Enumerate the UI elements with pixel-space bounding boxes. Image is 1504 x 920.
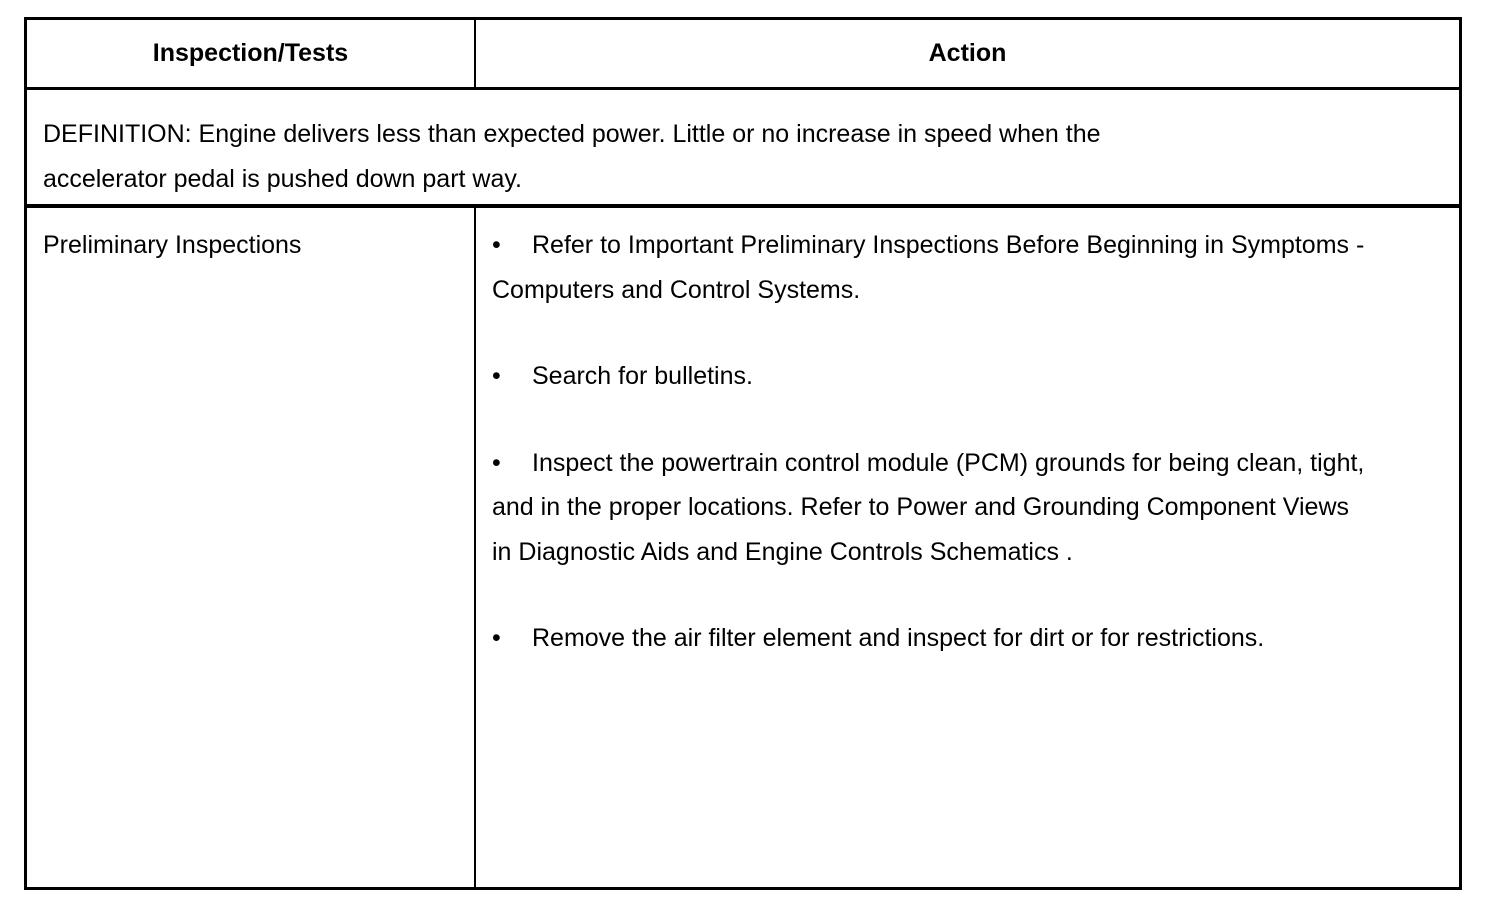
table-header-row <box>27 20 1459 90</box>
action-text: Remove the air filter element and inspect for dirt or for restrictions. <box>532 624 1265 652</box>
action-item <box>492 441 1372 575</box>
inspection-cell <box>27 208 476 887</box>
action-text: Refer to Important Preliminary Inspections Before Beginning in Symptoms - Computers and Control Systems. <box>492 231 1365 304</box>
diagnostic-table <box>24 17 1462 890</box>
header-inspection-tests: Inspection/Tests <box>27 20 476 87</box>
definition-text: DEFINITION: Engine delivers less than expected power. Little or no increase in speed when the accelerator pedal is pushed down part way. <box>43 120 1101 193</box>
action-text: Inspect the powertrain control module (PCM) grounds for being clean, tight, and in the proper locations. Refer to Power and Grounding Component Views in Diagnostic Aids and Engine Controls Schematics . <box>492 448 1365 566</box>
bullet-icon: • <box>492 231 501 259</box>
inspection-label: Preliminary Inspections <box>43 231 302 259</box>
action-item <box>492 616 1372 661</box>
action-item <box>492 223 1372 312</box>
definition-row <box>27 90 1459 208</box>
header-action: Action <box>928 39 1007 67</box>
bullet-icon: • <box>492 448 501 477</box>
bullet-icon: • <box>492 362 501 390</box>
action-item <box>492 354 1372 399</box>
action-text: Search for bulletins. <box>532 362 753 390</box>
bullet-icon: • <box>492 624 501 652</box>
table-row <box>27 208 1459 887</box>
action-cell <box>476 208 1459 887</box>
